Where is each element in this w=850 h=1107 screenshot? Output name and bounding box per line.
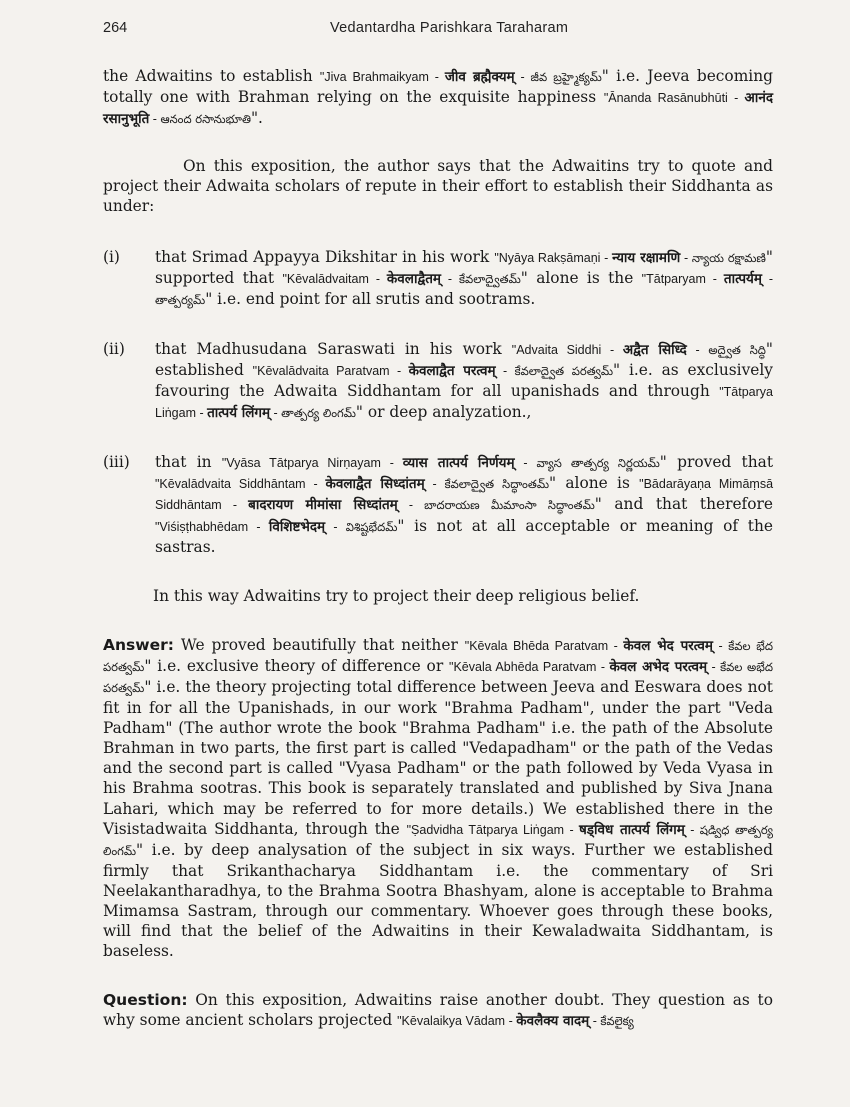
term-telugu: విశిష్టభేదమ్	[345, 519, 398, 534]
text-run: " i.e. as exclusively favouring the Adwaita Siddhantam for all upanishads and through	[155, 360, 773, 401]
term-devanagari: केवलाद्वैत सिध्दांतम्	[325, 476, 425, 493]
term-sep: -	[686, 342, 709, 357]
term-roman: "Jiva Brahmaikyam -	[319, 70, 445, 84]
term-devanagari: बादरायण मीमांसा सिध्दांतम्	[248, 497, 398, 514]
term-telugu: షడ్విధ తాత్పర్య లింగమ్	[103, 822, 773, 858]
term-sep: -	[149, 112, 161, 127]
term-devanagari: केवल भेद परत्वम्	[623, 637, 713, 654]
term-sep: -	[589, 1014, 601, 1029]
text-run: " supported that	[155, 247, 774, 287]
term-devanagari: आनंद रसानुभूति	[103, 90, 773, 128]
question-label: Question:	[103, 991, 188, 1010]
term-telugu: కేవల అభేద పరత్వమ్	[103, 659, 773, 695]
text-run: the Adwaitins to establish	[103, 67, 320, 85]
term-sep: -	[424, 477, 445, 492]
list-label: (i)	[103, 247, 120, 266]
text-run: " established	[155, 339, 773, 379]
term-devanagari: जीव ब्रह्मैक्यम्	[444, 69, 515, 85]
term-telugu: బాదరాయణ మీమాంసా సిద్ధాంతమ్	[424, 498, 595, 513]
text-run: that Srimad Appayya Dikshitar in his work	[155, 247, 495, 266]
term-telugu: వ్యాస తాత్పర్య నిర్ణయమ్	[536, 456, 660, 471]
text-run: ".	[250, 109, 263, 128]
term-roman: "Kēvala Abhēda Paratvam -	[449, 659, 610, 674]
term-roman: "Ānanda Rasānubhūti -	[603, 91, 745, 106]
term-roman: "Kēvalaikya Vādam -	[397, 1014, 517, 1029]
term-roman: "Kēvalādvaitam -	[282, 271, 387, 286]
list-item-1	[103, 247, 773, 310]
term-devanagari: केवलाद्वैतम्	[386, 270, 441, 287]
page-header	[103, 20, 772, 42]
paragraph-continuation	[103, 66, 773, 129]
term-sep: -	[514, 70, 531, 84]
term-telugu: ఆనంద రసానుభూతి	[160, 112, 251, 127]
text-run: We proved beautifully that neither	[173, 635, 465, 654]
term-roman: "Nyāya Rakṣāmaṇi -	[494, 250, 613, 265]
term-devanagari: केवलाद्वैत परत्वम्	[408, 362, 496, 379]
term-sep: -	[514, 456, 537, 471]
term-devanagari: व्यास तात्पर्य निर्णयम्	[402, 455, 515, 472]
page-body	[103, 66, 773, 1031]
term-roman: "Viśiṣṭhabhēdam -	[155, 519, 269, 534]
term-devanagari: अद्वैत सिध्दि	[622, 341, 687, 358]
term-sep: -	[270, 406, 282, 421]
paragraph-summary: In this way Adwaitins try to project their deep religious belief.	[153, 586, 640, 605]
term-devanagari: तात्पर्यम्	[723, 270, 762, 287]
term-telugu: తాత్పర్యమ్	[155, 292, 206, 307]
paragraph-exposition: On this exposition, the author says that the Adwaitins try to quote and project their Adwaita scholars of repute in their effort to establish their Siddhanta as under:	[103, 157, 773, 216]
text-run: " proved that	[659, 453, 774, 472]
text-run: " i.e. exclusive theory of difference or	[144, 656, 450, 675]
term-telugu: తాత్పర్య లింగమ్	[281, 406, 356, 421]
term-devanagari: तात्पर्य लिंगम्	[207, 405, 271, 422]
term-sep: -	[325, 519, 346, 534]
term-sep: -	[761, 271, 774, 286]
term-telugu: కేవల భేద పరత్వమ్	[103, 638, 774, 674]
text-run: " alone is the	[520, 268, 642, 287]
term-roman: "Vyāsa Tātparya Nirṇayam -	[221, 456, 403, 471]
term-roman: "Tātparya Liṅgam -	[155, 385, 773, 421]
list-label: (ii)	[103, 339, 125, 358]
term-roman: "Bādarāyaṇa Mimāṃsā Siddhāntam -	[155, 477, 774, 513]
text-run: " i.e. by deep analysation of the subject in six ways. Further we established firmly that Srikanthacharya Siddhantam i.e. the commentary of Sri Neelakantharadhya, to the Brahma Sootra Bhashyam, alone is acceptable to Brahma Mimamsa Sastram, through our commentary. Whoever goes through these books, will find that the belief of the Adwaitins in their Kewaladwaita Siddhantam, is baseless.	[103, 840, 773, 961]
term-sep: -	[680, 250, 692, 265]
term-devanagari: षड्विध तात्पर्य लिंगम्	[579, 821, 685, 838]
list-item-2	[103, 339, 773, 423]
term-sep: -	[712, 638, 729, 653]
term-devanagari: विशिष्टभेदम्	[268, 518, 326, 535]
term-sep: -	[684, 822, 700, 837]
text-run: " alone is	[549, 474, 640, 493]
text-run: " i.e. end point for all srutis and sootrams.	[205, 289, 536, 308]
paragraph-answer	[103, 635, 773, 962]
running-title: Vedantardha Parishkara Taraharam	[330, 20, 569, 36]
text-run: " or deep analyzation.,	[355, 403, 532, 422]
term-sep: -	[495, 363, 515, 378]
text-run: that Madhusudana Saraswati in his work	[155, 339, 512, 358]
term-telugu: కేవలాద్వైత పరత్వమ్	[514, 363, 614, 378]
term-telugu: న్యాయ రక్షామణి	[691, 250, 766, 265]
term-sep: -	[440, 271, 460, 286]
term-telugu: కేవలాద్వైతమ్	[459, 271, 521, 286]
term-roman: "Tātparyam -	[641, 271, 724, 286]
text-run: that in	[155, 453, 222, 472]
term-roman: "Kēvala Bhēda Paratvam -	[464, 638, 624, 653]
term-telugu: జీవ బ్రహ్మైక్యమ్	[530, 70, 602, 84]
term-devanagari: केवलैक्य वादम्	[516, 1013, 590, 1030]
text-run: " i.e. Jeeva becoming totally one with Brahman relying on the exquisite happiness	[103, 67, 773, 107]
term-sep: -	[707, 659, 721, 674]
list-label: (iii)	[103, 453, 130, 472]
text-run: " and that therefore	[594, 495, 773, 514]
text-run: On this exposition, Adwaitins raise another doubt. They question as to why some ancient scholars projected	[103, 991, 773, 1030]
term-sep: -	[397, 498, 425, 513]
term-telugu: అద్వైత సిద్ధి	[708, 342, 766, 357]
term-roman: "Kēvalādvaita Siddhāntam -	[155, 477, 326, 492]
term-telugu: కేవలాద్వైత సిద్ధాంతమ్	[444, 477, 550, 492]
term-devanagari: केवल अभेद परत्वम्	[609, 658, 708, 675]
text-run: " is not at all acceptable or meaning of the sastras.	[155, 516, 774, 556]
answer-label: Answer:	[103, 635, 174, 654]
term-roman: "Ṣadvidha Tātparya Liṅgam -	[406, 822, 579, 837]
paragraph-question	[103, 990, 773, 1031]
page-number: 264	[103, 20, 128, 36]
term-telugu: కేవలైక్య	[600, 1014, 634, 1029]
term-roman: "Kēvalādvaita Paratvam -	[252, 363, 409, 378]
term-roman: "Advaita Siddhi -	[511, 342, 623, 357]
text-run: " i.e. the theory projecting total difference between Jeeva and Eeswara does not fit in for all the Upanishads, in our work "Brahma Padham", under the part "Veda Padham" (The author wrote the book "Brahma Padham" i.e. the path of the Absolute Brahman in two parts, the first part is called "Vedapadham" or the path of the Vedas and the second part is called "Vyasa Padham" or the path followed by Veda Vyasa in his Brahma sootras. This book is separately translated and published by Siva Jnana Lahari, which may be referred to for more details.) We established there in the Visistadwaita Siddhanta, through the	[103, 677, 773, 838]
term-devanagari: न्याय रक्षामणि	[612, 249, 681, 266]
list-item-3	[103, 452, 773, 556]
